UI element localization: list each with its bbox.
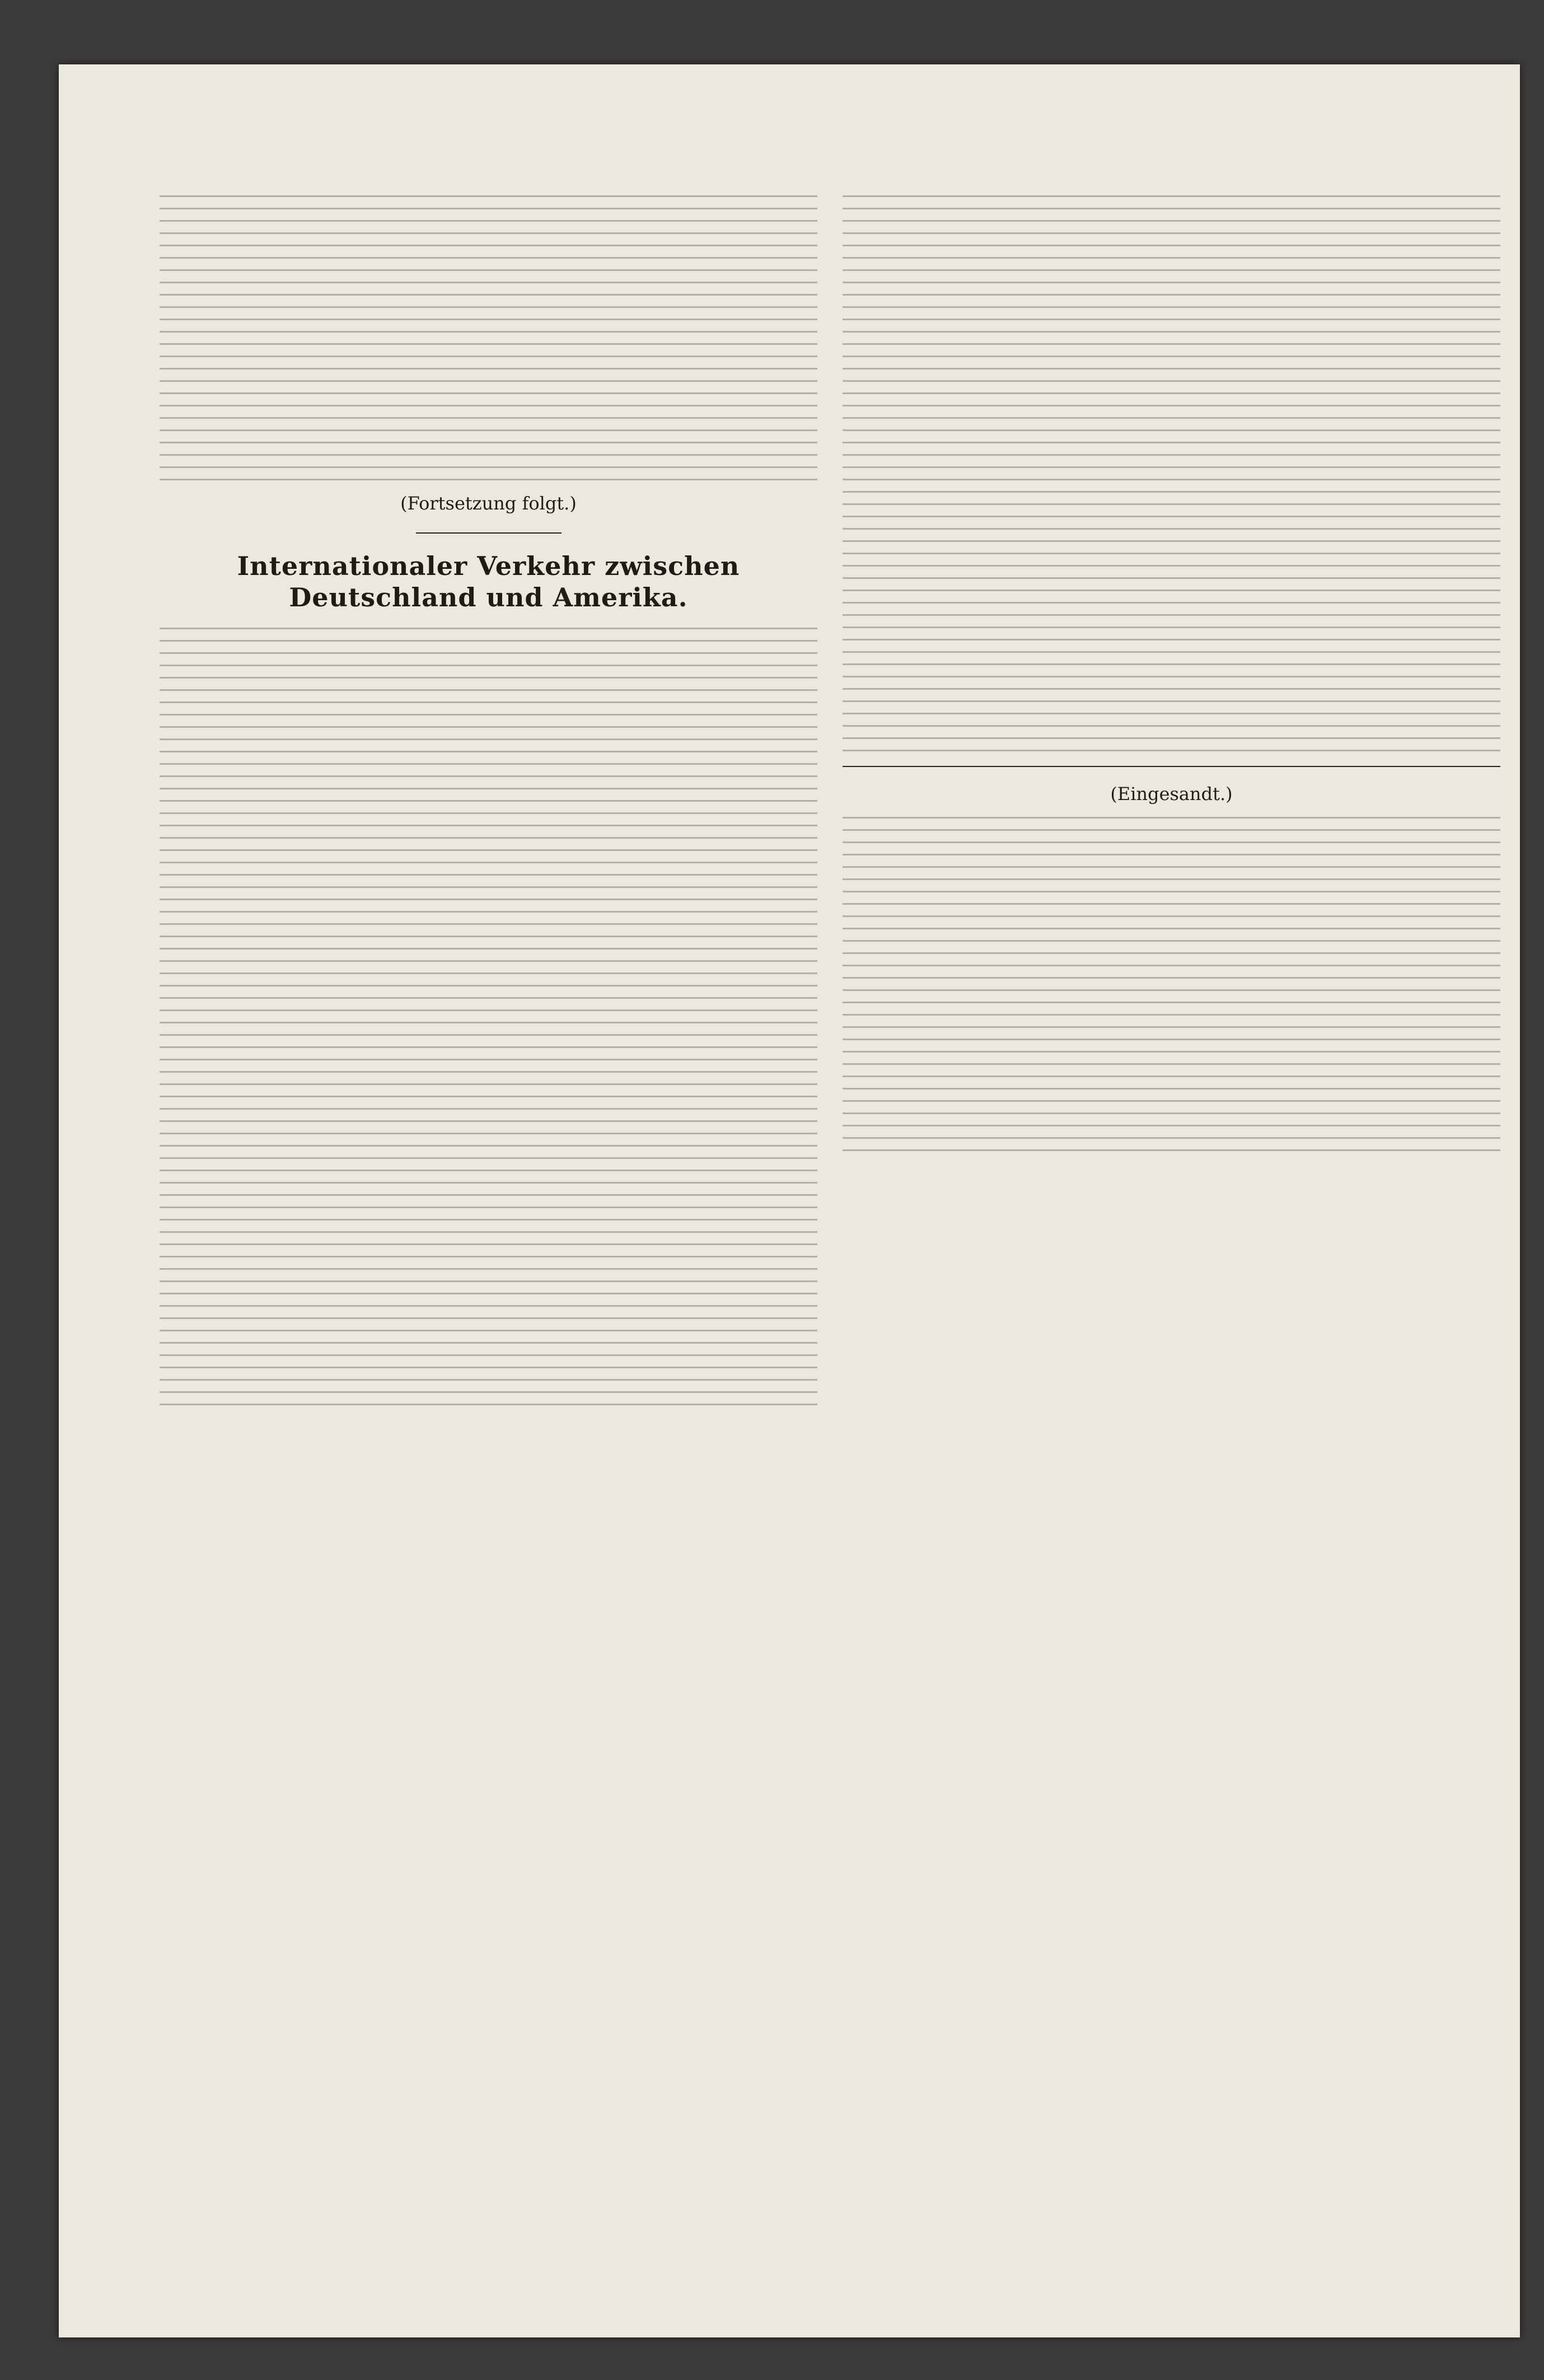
right-article-body xyxy=(843,195,1500,751)
section-divider xyxy=(416,532,562,534)
article-heading: Internationaler Verkehr zwischen Deutschland und Amerika. xyxy=(237,551,740,612)
continued-text-block xyxy=(160,195,817,480)
section-label: (Eingesandt.) xyxy=(1110,783,1233,805)
article-body xyxy=(160,628,817,1405)
newspaper-page xyxy=(59,64,1520,2337)
left-column xyxy=(160,185,817,1416)
right-column xyxy=(843,185,1500,1162)
eingesandt-body xyxy=(843,817,1500,1151)
continuation-label: (Fortsetzung folgt.) xyxy=(400,493,577,514)
section-divider xyxy=(843,766,1500,767)
